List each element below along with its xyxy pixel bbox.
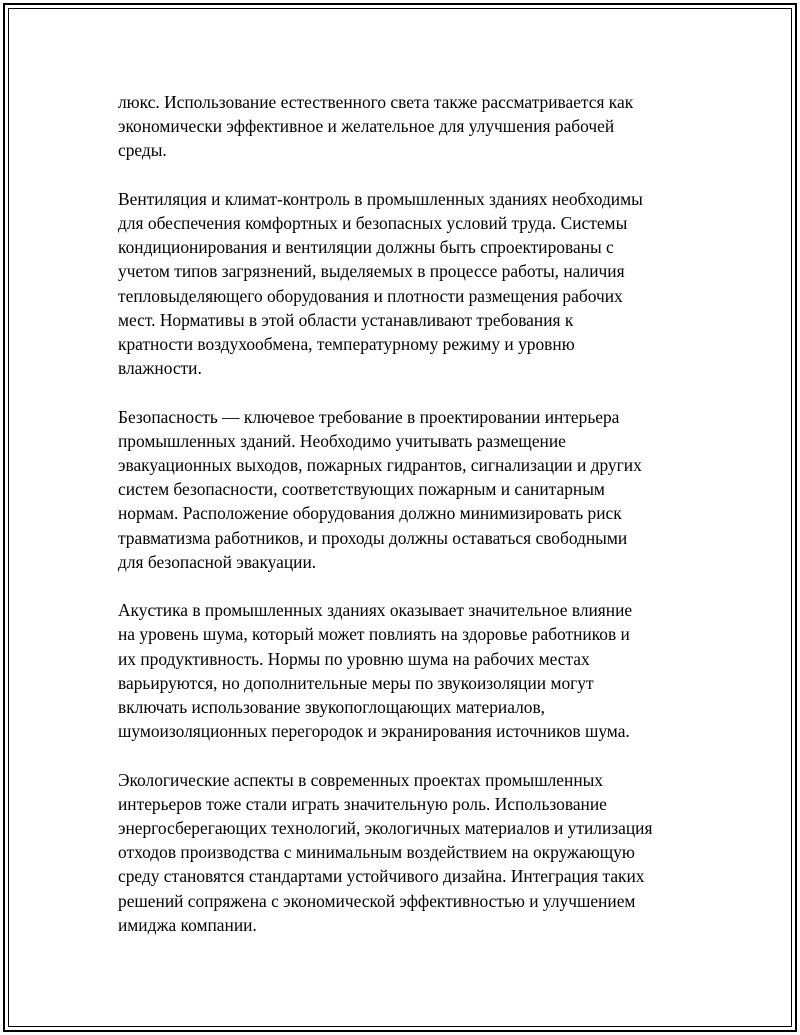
text-line: интерьеров тоже стали играть значительную роль. Использование bbox=[118, 793, 607, 814]
text-line: энергосберегающих технологий, экологичных материалов и утилизация bbox=[118, 818, 653, 839]
text-line: для обеспечения комфортных и безопасных условий труда. Системы bbox=[118, 213, 628, 233]
text-line: отходов производства с минимальным воздействием на окружающую bbox=[118, 842, 635, 863]
text-line: имиджа компании. bbox=[118, 914, 257, 935]
text-line: для безопасной эвакуации. bbox=[118, 551, 317, 572]
text-line: среду становятся стандартами устойчивого дизайна. Интеграция таких bbox=[118, 866, 645, 887]
text-line: Вентиляция и климат-контроль в промышленных зданиях необходимы bbox=[118, 188, 643, 209]
text-line: эвакуационных выходов, пожарных гидрантов, сигнализации и других bbox=[118, 455, 642, 476]
text-line: Экологические аспекты в современных проектах промышленных bbox=[118, 769, 604, 790]
paragraph-safety bbox=[118, 405, 688, 574]
paragraph-acoustics bbox=[118, 598, 688, 743]
paragraph-natural-light bbox=[118, 90, 688, 163]
text-line: тепловыделяющего оборудования и плотности размещения рабочих bbox=[118, 285, 623, 306]
text-line: решений сопряжена с экономической эффективностью и улучшением bbox=[118, 890, 636, 911]
text-line: учетом типов загрязнений, выделяемых в процессе работы, наличия bbox=[118, 261, 625, 282]
text-line: среды. bbox=[118, 140, 167, 161]
text-line: на уровень шума, который может повлиять на здоровье работников и bbox=[118, 624, 630, 645]
paragraph-ecology bbox=[118, 768, 688, 937]
text-line: экономически эффективное и желательное для улучшения рабочей bbox=[118, 116, 615, 137]
text-line: включать использование звукопоглощающих материалов, bbox=[118, 697, 546, 718]
paragraph-ventilation bbox=[118, 187, 688, 381]
text-line: шумоизоляционных перегородок и экранирования источников шума. bbox=[118, 721, 630, 742]
text-line: люкс. Использование естественного света также рассматривается как bbox=[118, 92, 634, 112]
text-line: травматизма работников, и проходы должны оставаться свободными bbox=[118, 527, 628, 548]
text-line: Акустика в промышленных зданиях оказывает значительное влияние bbox=[118, 600, 633, 621]
text-line: Безопасность — ключевое требование в проектировании интерьера bbox=[118, 406, 620, 427]
text-line: нормам. Расположение оборудования должно минимизировать риск bbox=[118, 503, 622, 524]
text-line: систем безопасности, соответствующих пожарным и санитарным bbox=[118, 479, 605, 500]
text-line: влажности. bbox=[118, 358, 202, 379]
text-line: кратности воздухообмена, температурному режиму и уровню bbox=[118, 334, 575, 355]
text-line: их продуктивность. Нормы по уровню шума на рабочих местах bbox=[118, 648, 590, 669]
text-line: варьируются, но дополнительные меры по звукоизоляции могут bbox=[118, 672, 594, 693]
text-line: кондиционирования и вентиляции должны быть спроектированы с bbox=[118, 237, 614, 258]
text-line: промышленных зданий. Необходимо учитывать размещение bbox=[118, 430, 566, 451]
document-body bbox=[118, 90, 688, 937]
text-line: мест. Нормативы в этой области устанавливают требования к bbox=[118, 309, 574, 330]
